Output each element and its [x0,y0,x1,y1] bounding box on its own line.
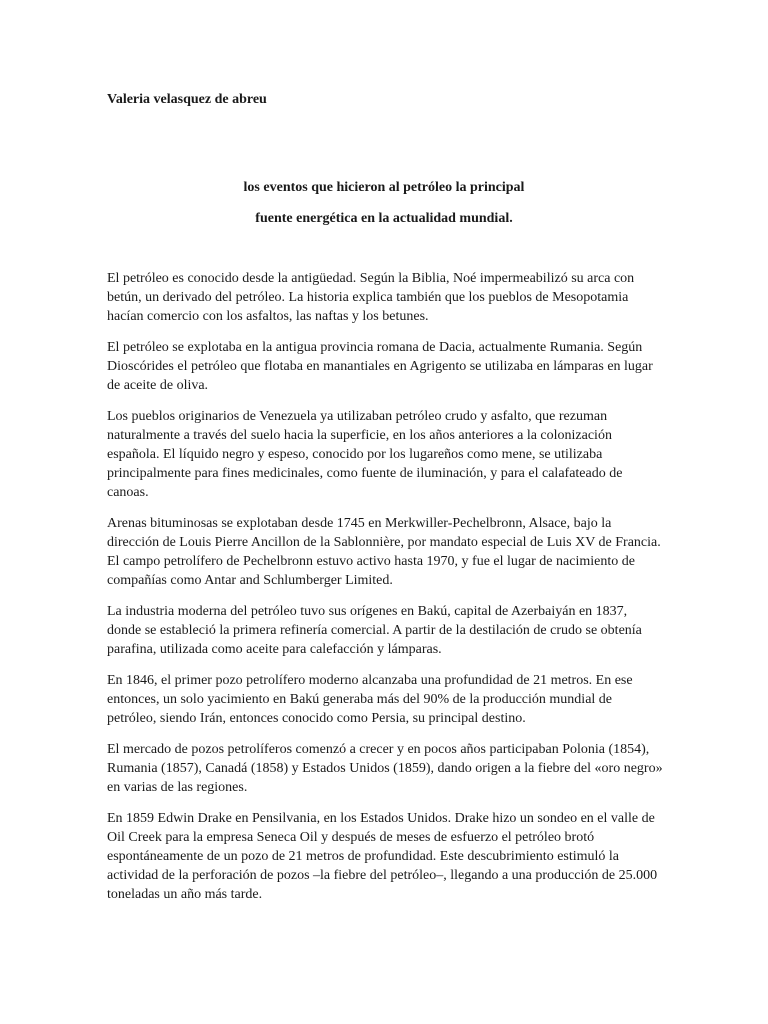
paragraph-5: La industria moderna del petróleo tuvo sus orígenes en Bakú, capital de Azerbaiyán en 1837, donde se estableció la primera refinería comercial. A partir de la destilación de crudo se obtenía parafina, utilizada como aceite para calefacción y lámparas. [107,604,642,657]
paragraph-1: El petróleo es conocido desde la antigüedad. Según la Biblia, Noé impermeabilizó su arca con betún, un derivado del petróleo. La historia explica también que los pueblos de Mesopotamia hacían comercio con los asfaltos, las naftas y los betunes. [107,271,635,324]
document-title-line-2: fuente energética en la actualidad mundial. [255,211,513,226]
paragraph-8: En 1859 Edwin Drake en Pensilvania, en los Estados Unidos. Drake hizo un sondeo en el valle de Oil Creek para la empresa Seneca Oil y después de meses de esfuerzo el petróleo brotó espontáneamente de un pozo de 21 metros de profundidad. Este descubrimiento estimuló la actividad de la perforación de pozos –la fiebre del petróleo–, llegando a una producción de 25.000 toneladas un año más tarde. [107,811,658,902]
paragraph-7: El mercado de pozos petrolíferos comenzó a crecer y en pocos años participaban Polonia (1854), Rumania (1857), Canadá (1858) y Estados Unidos (1859), dando origen a la fiebre del «oro negro» en varias de las regiones. [107,742,663,795]
paragraph-4: Arenas bituminosas se explotaban desde 1745 en Merkwiller-Pechelbronn, Alsace, bajo la dirección de Louis Pierre Ancillon de la Sablonnière, por mandato especial de Luis XV de Francia. El campo petrolífero de Pechelbronn estuvo activo hasta 1970, y fue el lugar de nacimiento de compañías como Antar and Schlumberger Limited. [107,516,661,588]
document-title-line-1: los eventos que hicieron al petróleo la principal [243,180,525,195]
paragraph-3: Los pueblos originarios de Venezuela ya utilizaban petróleo crudo y asfalto, que rezuman naturalmente a través del suelo hacia la superficie, en los años anteriores a la colonización española. El líquido negro y espeso, conocido por los lugareños como mene, se utilizaba principalmente para fines medicinales, como fuente de iluminación, y para el calafateado de canoas. [107,409,623,500]
paragraph-6: En 1846, el primer pozo petrolífero moderno alcanzaba una profundidad de 21 metros. En ese entonces, un solo yacimiento en Bakú generaba más del 90% de la producción mundial de petróleo, siendo Irán, entonces conocido como Persia, su principal destino. [107,673,633,726]
paragraph-2: El petróleo se explotaba en la antigua provincia romana de Dacia, actualmente Rumania. Según Dioscórides el petróleo que flotaba en manantiales en Agrigento se utilizaba en lámparas en lugar de aceite de oliva. [107,340,653,393]
document-body [107,269,663,916]
author-name: Valeria velasquez de abreu [107,92,267,107]
